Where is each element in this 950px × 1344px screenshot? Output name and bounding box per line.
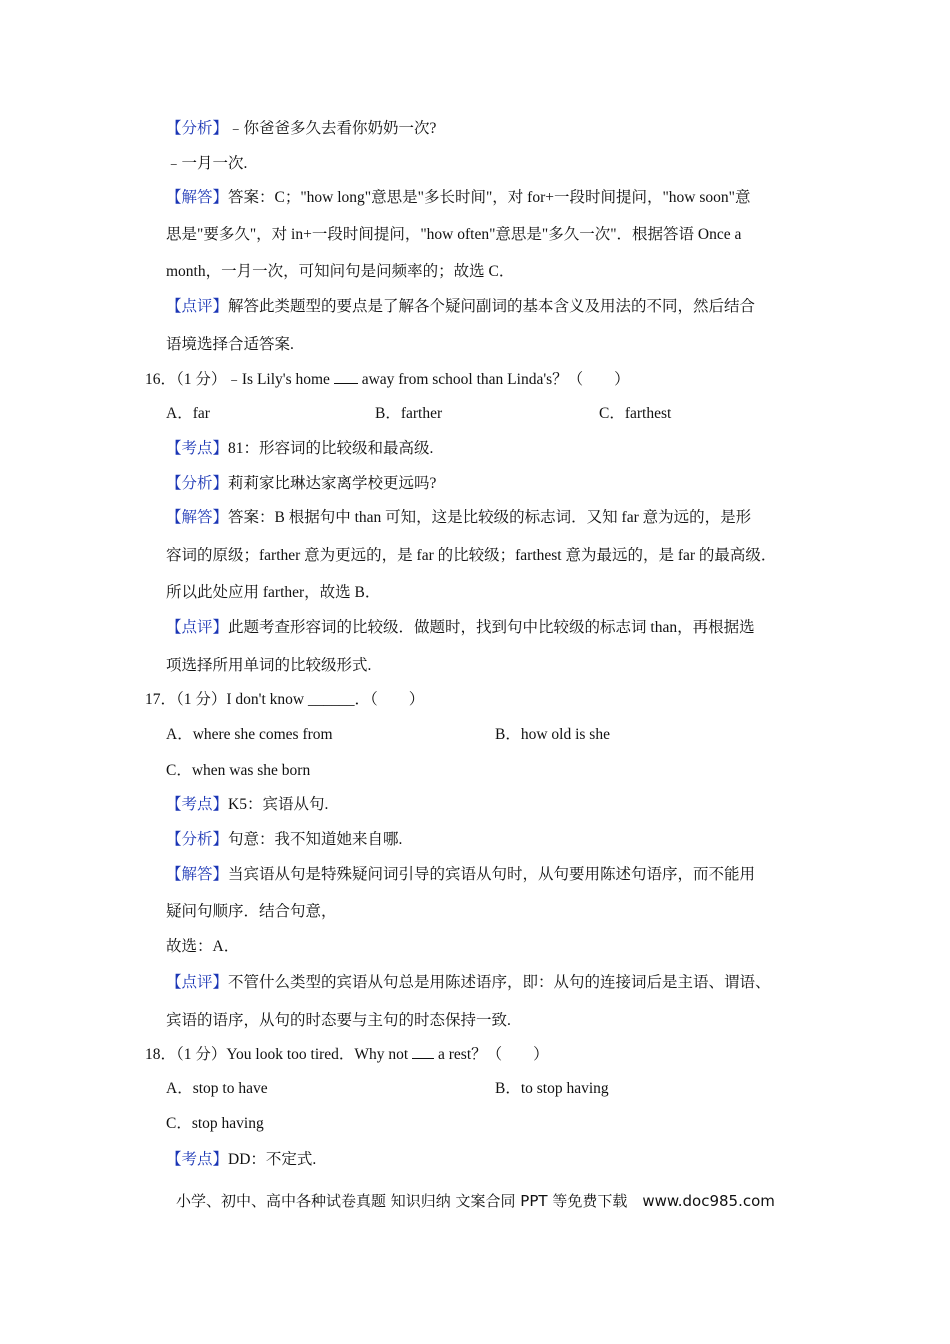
- q15-answer-line-3: month，一月一次，可知问句是问频率的；故选 C．: [166, 263, 515, 280]
- q17-number: 17．: [145, 691, 177, 708]
- q15-comment-line-2: 语境选择合适答案.: [166, 336, 294, 353]
- q15-answer-text-1: 答案：C；"how long"意思是"多长时间"，对 for+一段时间提问，"how soon"意: [228, 189, 751, 206]
- q17-comment-line-1: [166, 973, 771, 993]
- q16-stem-part-1: （1 分）﹣Is Lily's home: [176, 371, 334, 388]
- q15-comment-line-1: [166, 297, 755, 317]
- q17-option-a: A．where she comes from: [166, 726, 333, 743]
- q17-kaodian-text: K5：宾语从句.: [228, 796, 329, 813]
- q17-answer-line-2: 疑问句顺序．结合句意，: [166, 903, 337, 920]
- kaodian-label: 【考点】: [166, 440, 229, 457]
- answer-label: 【解答】: [166, 189, 229, 206]
- q16-option-c: C．farthest: [599, 405, 672, 422]
- q15-analysis-text: ﹣你爸爸多久去看你奶奶一次?: [228, 120, 437, 137]
- analysis-label: 【分析】: [166, 831, 229, 848]
- q16-comment-line-2: 项选择所用单词的比较级形式.: [166, 657, 372, 674]
- q15-analysis-line: [166, 119, 436, 139]
- q17-option-b: B．how old is she: [495, 726, 610, 743]
- q16-option-b: B．farther: [375, 405, 443, 422]
- q17-analysis-line: [166, 830, 402, 850]
- answer-label: 【解答】: [166, 509, 229, 526]
- comment-label: 【点评】: [166, 974, 229, 991]
- q18-option-b: B．to stop having: [495, 1080, 609, 1097]
- comment-label: 【点评】: [166, 298, 229, 315]
- q15-comment-text-1: 解答此类题型的要点是了解各个疑问副词的基本含义及用法的不同，然后结合: [228, 298, 756, 315]
- analysis-label: 【分析】: [166, 120, 229, 137]
- comment-label: 【点评】: [166, 619, 229, 636]
- q15-analysis-line-2: ﹣一月一次.: [166, 155, 248, 172]
- q18-stem-part-1: （1 分）You look too tired．Why not: [176, 1046, 413, 1063]
- q16-option-a: A．far: [166, 405, 210, 422]
- q15-answer-line-1: [166, 188, 750, 208]
- q18-option-c: C．stop having: [166, 1115, 264, 1132]
- q18-kaodian-text: DD：不定式.: [228, 1151, 317, 1168]
- q16-comment-text-1: 此题考查形容词的比较级．做题时，找到句中比较级的标志词 than，再根据选: [228, 619, 755, 636]
- q18-option-a: A．stop to have: [166, 1080, 268, 1097]
- q16-answer-text-1: 答案：B 根据句中 than 可知，这是比较级的标志词．又知 far 意为远的，是形: [228, 509, 752, 526]
- q16-answer-line-3: 所以此处应用 farther，故选 B．: [166, 584, 381, 601]
- q16-stem-part-2: away from school than Linda's？（ ）: [357, 371, 630, 388]
- kaodian-label: 【考点】: [166, 796, 229, 813]
- q16-analysis-text: 莉莉家比琳达家离学校更远吗?: [228, 475, 437, 492]
- page-footer: 小学、初中、高中各种试卷真题 知识归纳 文案合同 PPT 等免费下载 www.doc985.com: [176, 1192, 775, 1210]
- q17-comment-text-1: 不管什么类型的宾语从句总是用陈述语序，即：从句的连接词后是主语、谓语、: [228, 974, 771, 991]
- q16-kaodian-text: 81：形容词的比较级和最高级.: [228, 440, 434, 457]
- analysis-label: 【分析】: [166, 475, 229, 492]
- q17-option-c: C．when was she born: [166, 762, 311, 779]
- q18-stem-part-2: a rest？（ ）: [434, 1046, 549, 1063]
- q17-comment-line-2: 宾语的语序，从句的时态要与主句的时态保持一致.: [166, 1012, 511, 1029]
- q17-kaodian-line: [166, 795, 328, 815]
- q16-analysis-line: [166, 474, 436, 494]
- q17-stem: [145, 690, 424, 710]
- q17-analysis-text: 句意：我不知道她来自哪.: [228, 831, 403, 848]
- q16-comment-line-1: [166, 618, 755, 638]
- q18-blank: [412, 1044, 434, 1059]
- q15-answer-line-2: 思是"要多久"，对 in+一段时间提问，"how often"意思是"多久一次"．根据答语 Once a: [166, 226, 742, 243]
- answer-label: 【解答】: [166, 866, 229, 883]
- q16-number: 16．: [145, 371, 177, 388]
- q18-number: 18．: [145, 1046, 177, 1063]
- kaodian-label: 【考点】: [166, 1151, 229, 1168]
- q18-kaodian-line: [166, 1150, 316, 1170]
- q18-stem: [145, 1044, 549, 1065]
- q17-answer-line-1: [166, 865, 755, 885]
- q16-kaodian-line: [166, 439, 433, 459]
- q17-answer-text-1: 当宾语从句是特殊疑问词引导的宾语从句时，从句要用陈述句语序，而不能用: [228, 866, 756, 883]
- q16-answer-line-1: [166, 508, 751, 528]
- q17-answer-line-3: 故选：A．: [166, 938, 240, 955]
- q17-stem-text: （1 分）I don't know ______．（ ）: [176, 691, 425, 708]
- q16-stem: [145, 369, 630, 390]
- q16-blank: [334, 369, 358, 384]
- q16-answer-line-2: 容词的原级；farther 意为更远的，是 far 的比较级；farthest 意为最远的，是 far 的最高级．: [166, 547, 777, 564]
